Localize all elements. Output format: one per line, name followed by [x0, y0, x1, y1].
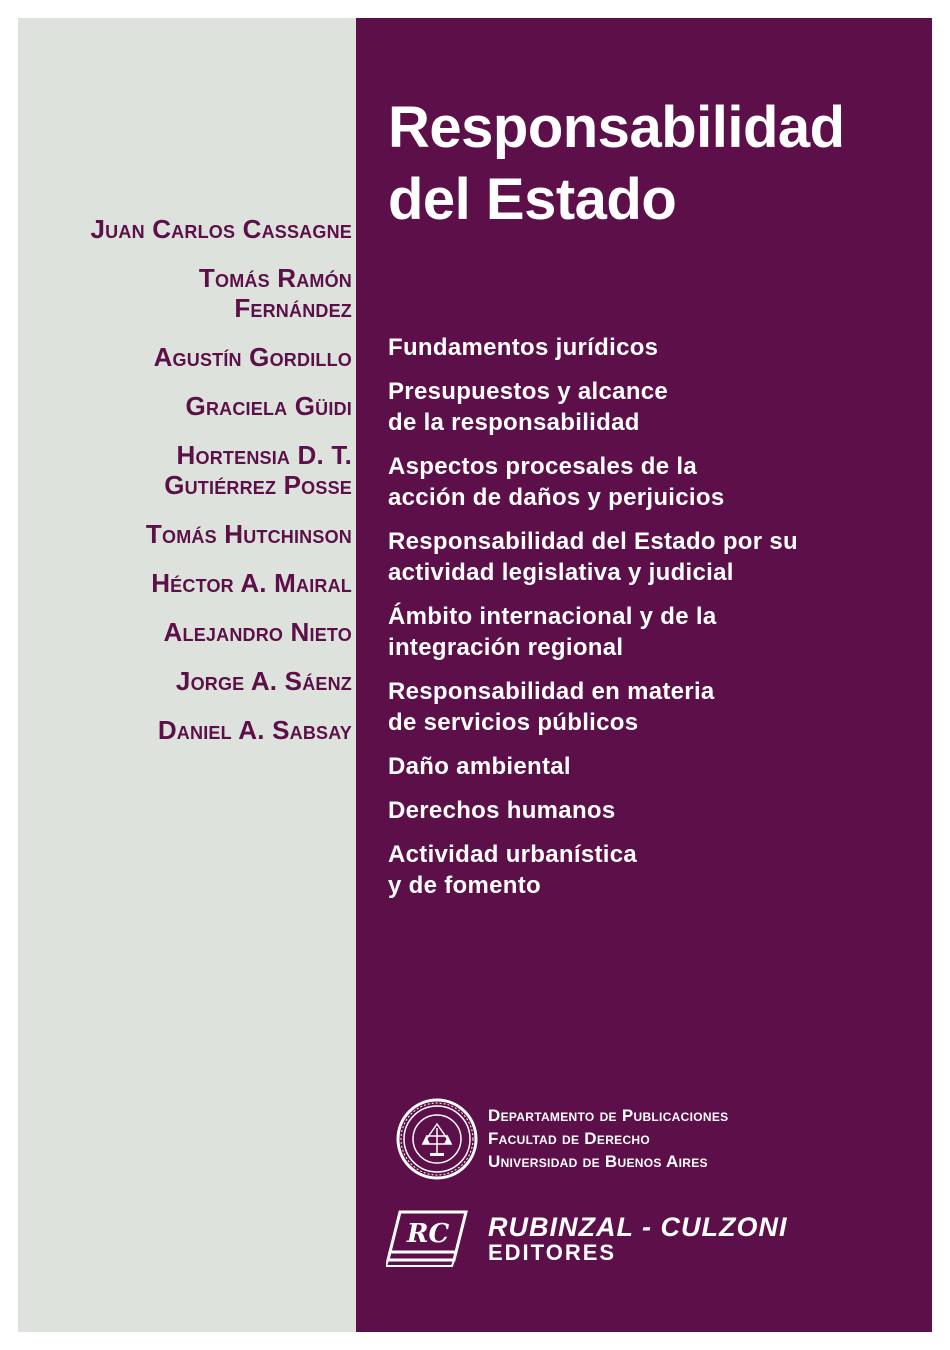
author-item — [32, 263, 352, 323]
title-line: del Estado — [388, 167, 677, 232]
topic-item — [388, 839, 908, 901]
author-item — [32, 440, 352, 500]
topic-item — [388, 451, 908, 513]
topic-line: y de fomento — [388, 872, 541, 899]
publisher-name: RUBINZAL - CULZONI — [488, 1212, 788, 1242]
author-line: Tomás Ramón — [198, 263, 352, 293]
topic-line: Responsabilidad en materia — [388, 678, 715, 705]
topic-item — [388, 332, 908, 363]
author-item — [32, 666, 352, 696]
author-line: Jorge A. Sáenz — [175, 666, 352, 696]
author-item — [32, 568, 352, 598]
topic-item — [388, 376, 908, 438]
topic-line: Aspectos procesales de la — [388, 453, 697, 480]
author-line: Fernández — [234, 293, 352, 323]
topic-item — [388, 795, 908, 826]
author-item — [32, 715, 352, 745]
author-item — [32, 214, 352, 244]
topic-line: Daño ambiental — [388, 753, 571, 780]
author-line: Tomás Hutchinson — [145, 519, 352, 549]
topic-line: integración regional — [388, 634, 624, 661]
topic-line: Actividad urbanística — [388, 841, 638, 868]
author-line: Daniel A. Sabsay — [157, 715, 352, 745]
book-cover — [18, 18, 932, 1332]
topic-line: acción de daños y perjuicios — [388, 484, 725, 511]
topic-line: Presupuestos y alcance — [388, 378, 669, 405]
author-line: Agustín Gordillo — [153, 342, 352, 372]
topic-line: Responsabilidad del Estado por su — [388, 528, 798, 555]
left-panel — [18, 18, 356, 1332]
topic-item — [388, 751, 908, 782]
topic-line: Ámbito internacional y de la — [388, 603, 717, 630]
department-block — [488, 1104, 728, 1173]
topic-item — [388, 526, 908, 588]
author-item — [32, 391, 352, 421]
author-item — [32, 342, 352, 372]
right-panel — [356, 18, 932, 1332]
author-item — [32, 617, 352, 647]
author-line: Hortensia D. T. — [176, 440, 352, 470]
publisher-block — [488, 1214, 787, 1266]
department-line: Universidad de Buenos Aires — [488, 1152, 708, 1171]
author-line: Juan Carlos Cassagne — [90, 214, 352, 244]
publisher-sub: EDITORES — [488, 1240, 617, 1265]
author-item — [32, 519, 352, 549]
topic-item — [388, 676, 908, 738]
department-line: Facultad de Derecho — [488, 1129, 651, 1148]
book-title — [388, 92, 845, 236]
topic-line: de la responsabilidad — [388, 409, 640, 436]
topic-line: de servicios públicos — [388, 709, 639, 736]
topic-line: Fundamentos jurídicos — [388, 334, 659, 361]
topic-line: Derechos humanos — [388, 797, 616, 824]
logo-text: RC — [406, 1219, 450, 1249]
author-line: Héctor A. Mairal — [151, 568, 352, 598]
topics-list — [388, 332, 908, 914]
title-line: Responsabilidad — [388, 95, 845, 160]
university-seal-icon — [396, 1098, 478, 1180]
author-line: Alejandro Nieto — [163, 617, 352, 647]
author-line: Gutiérrez Posse — [164, 470, 352, 500]
department-line: Departamento de Publicaciones — [488, 1106, 729, 1125]
rc-book-logo-icon — [386, 1206, 470, 1268]
topic-line: actividad legislativa y judicial — [388, 559, 734, 586]
topic-item — [388, 601, 908, 663]
authors-list — [32, 214, 352, 764]
author-line: Graciela Güidi — [185, 391, 352, 421]
